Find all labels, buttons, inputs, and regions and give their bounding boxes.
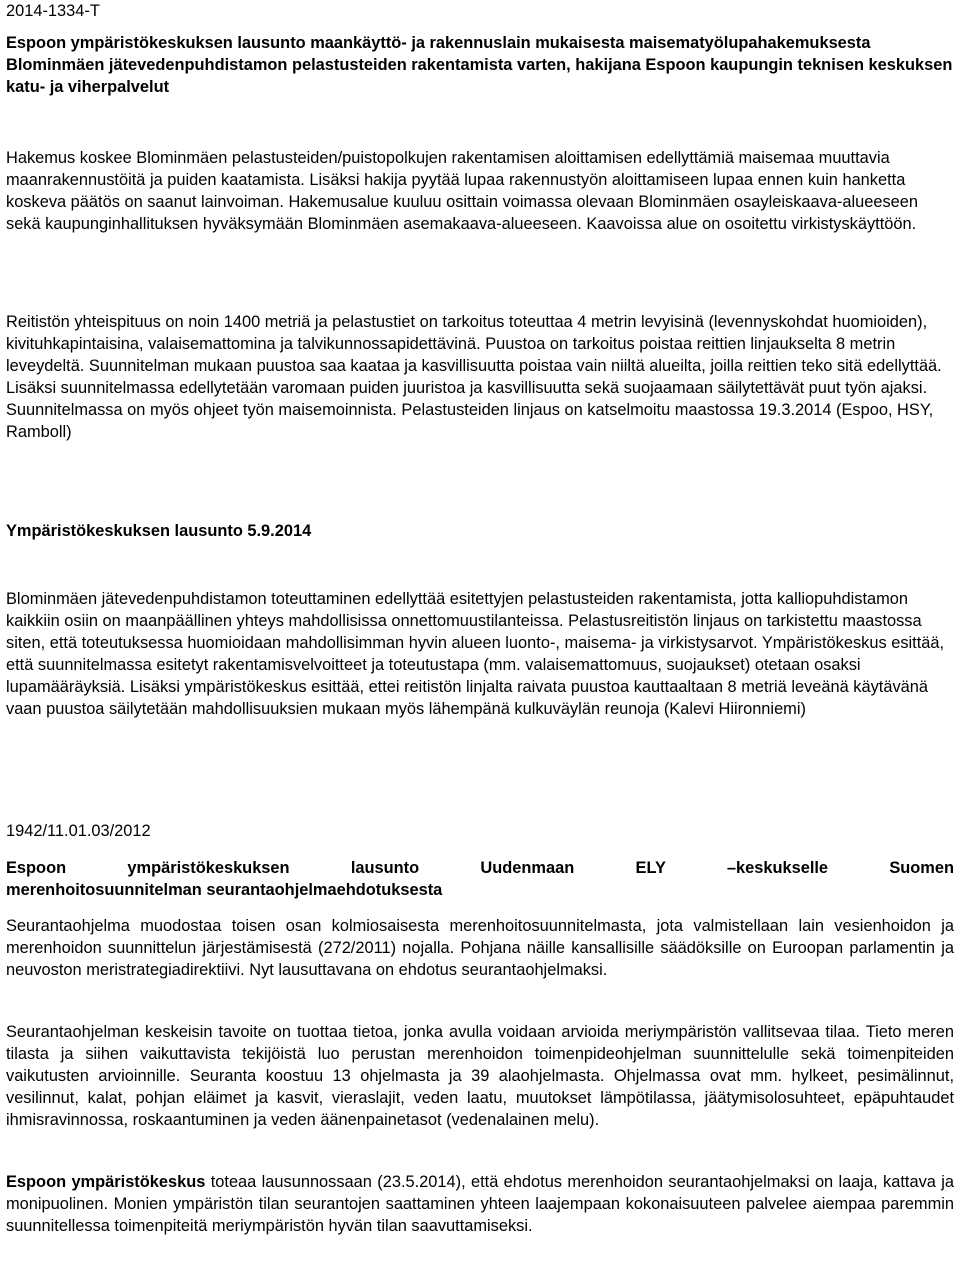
section2-title-line-1: Espoon ympäristökeskuksen lausunto Uudenmaan ELY –keskukselle Suomen — [6, 859, 954, 877]
section2-paragraph-3 — [6, 1171, 954, 1237]
section2-title — [6, 857, 954, 901]
section1-paragraph-1: Hakemus koskee Blominmäen pelastusteiden/puistopolkujen rakentamisen aloittamisen edellyttämiä maisemaa muuttavia maanrakennustöitä ja puiden kaatamista. Lisäksi hakija pyytää lupaa rakennustyön aloittamiseen lupaa ennen kuin hanketta koskeva päätös on saanut lainvoiman. Hakemusalue kuuluu osittain voimassa olevaan Blominmäen osayleiskaava-alueeseen sekä kaupunginhallituksen hyväksymään Blominmäen asemakaava-alueeseen. Kaavoissa alue on osoitettu virkistyskäyttöön. — [6, 149, 919, 233]
statement-title: Ympäristökeskuksen lausunto 5.9.2014 — [6, 522, 312, 540]
document-id: 2014-1334-T — [6, 2, 100, 20]
section2-document-id: 1942/11.01.03/2012 — [6, 822, 151, 840]
section1-paragraph-2: Reitistön yhteispituus on noin 1400 metriä ja pelastustiet on tarkoitus toteuttaa 4 metrin levyisinä (levennyskohdat huomioiden), kivituhkapintaisina, valaisemattomina ja talvikunnossapidettävinä. Puustoa on tarkoitus poistaa reittien linjaukselta 8 metrin leveydeltä. Suunnitelman mukaan puustoa saa kaataa ja kasvillisuutta poistaa vain niiltä alueilta, joilla reittien teko sitä edellyttää. Lisäksi suunnitelmassa edellytetään varomaan puiden juuristoa ja kasvillisuutta sekä suojaamaan säilytettävät puut työn ajaksi. Suunnitelmassa on myös ohjeet työn maisemoinnista. Pelastusteiden linjaus on katselmoitu maastossa 19.3.2014 (Espoo, HSY, Ramboll) — [6, 313, 942, 441]
section2-paragraph-1: Seurantaohjelma muodostaa toisen osan kolmiosaisesta merenhoitosuunnitelmasta, jota valmistellaan lain vesienhoidon ja merenhoidon suunnittelun järjestämisestä (272/2011) nojalla. Pohjana näille kansallisille säädöksille on Euroopan parlamentin ja neuvoston meristrategiadirektiivi. Nyt lausuttavana on ehdotus seurantaohjelmaksi. — [6, 917, 954, 979]
section2-paragraph-2: Seurantaohjelman keskeisin tavoite on tuottaa tietoa, jonka avulla voidaan arvioida meriympäristön vallitsevaa tilaa. Tieto meren tilasta ja siihen vaikuttavista tekijöistä luo perustan merenhoidon toimenpideohjelman suunnittelulle sekä toimenpiteiden vaikutusten arvioinnille. Seuranta koostuu 13 ohjelmasta ja 39 alaohjelmasta. Ohjelmassa ovat mm. hylkeet, pesimälinnut, vesilinnut, kalat, pohjan eläimet ja kasvit, vieraslajit, veden laatu, muutokset lämpötilassa, jäätymisolosuhteet, epäpuhtaudet ihmisravinnossa, roskaantuminen ja veden äänenpainetasot (vedenalainen melu). — [6, 1023, 954, 1129]
statement-paragraph: Blominmäen jätevedenpuhdistamon toteuttaminen edellyttää esitettyjen pelastusteiden rakentamista, jotta kalliopuhdistamon kaikkiin osiin on maanpäällinen yhteys mahdollisissa onnettomuustilanteissa. Pelastusreitistön linjaus on tarkistettu maastossa siten, että toteutuksessa huomioidaan mahdollisimman hyvin alueen luonto-, maisema- ja virkistysarvot. Ympäristökeskus esittää, että suunnitelmassa esitetyt rakentamisvelvoitteet ja toteutustapa (mm. valaisemattomuus, suojaukset) otetaan osaksi lupamääräyksiä. Lisäksi ympäristökeskus esittää, ettei reitistön linjalta raivata puustoa kauttaaltaan 8 metriä leveänä käytävänä vaan puustoa säilytetään mahdollisuuksien mukaan myös lähempänä kulkuväylän reunoja (Kalevi Hiironniemi) — [6, 590, 945, 718]
section1-title: Espoon ympäristökeskuksen lausunto maankäyttö- ja rakennuslain mukaisesta maisematyölupahakemuksesta Blominmäen jätevedenpuhdistamon pelastusteiden rakentamista varten, hakijana Espoon kaupungin teknisen keskuksen katu- ja viherpalvelut — [6, 34, 953, 96]
paragraph-3-text: toteaa lausunnossaan (23.5.2014), että ehdotus merenhoidon seurantaohjelmaksi on laaja, kattava ja monipuolinen. Monien ympäristön tilan seurantojen saattaminen yhteen laajempaan kokonaisuuteen palvelee aiempaa paremmin suunnitellessa toimenpiteitä meriympäristön hyvän tilan saavuttamiseksi. — [6, 1173, 954, 1235]
paragraph-3-bold-lead: Espoon ympäristökeskus — [6, 1173, 206, 1191]
section2-title-line-2: merenhoitosuunnitelman seurantaohjelmaehdotuksesta — [6, 881, 443, 899]
